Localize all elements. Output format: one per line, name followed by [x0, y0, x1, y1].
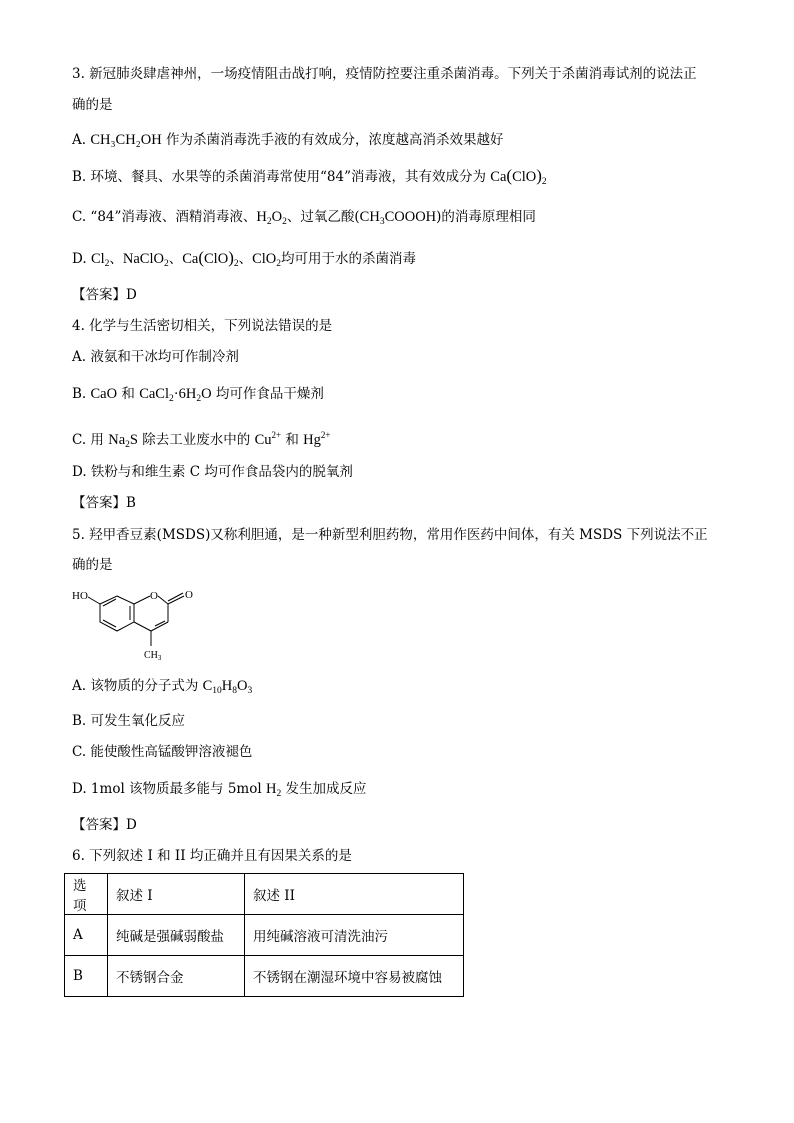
- q4-b-dot: ·6H: [173, 386, 197, 402]
- q3-d-naclo2: [123, 251, 169, 267]
- q3-c-prefix: C. “84”消毒液、酒精消毒液、: [72, 209, 257, 225]
- table-header-cell: 叙述 II: [245, 874, 464, 915]
- q5-d-h: H: [265, 781, 277, 797]
- q3-a-text: 作为杀菌消毒洗手液的有效成分，浓度越高消杀效果越好: [161, 132, 504, 148]
- q4-b-h-sub: 2: [196, 394, 202, 404]
- table-cell: A: [65, 915, 108, 956]
- q3-option-b: [72, 166, 547, 192]
- q3-d-caclo2: $Ca(ClO)_2$: [182, 248, 239, 269]
- struct-ho-label: HO: [72, 590, 88, 602]
- q3-d-clo2-b: [252, 251, 281, 267]
- q3-option-a: [72, 130, 503, 150]
- q3-c-o: O: [271, 209, 283, 225]
- q3-b-clo: ClO: [512, 169, 537, 185]
- struct-ch-sub: 3: [157, 654, 162, 662]
- q3-c-text: )的消毒原理相同: [436, 209, 536, 225]
- q4-c-cu-sup: 2+: [271, 430, 282, 440]
- q5-option-c: C. 能使酸性高锰酸钾溶液褪色: [72, 744, 253, 760]
- q3-d-cl-sub: 2: [104, 259, 110, 269]
- q3-option-c: [72, 207, 536, 232]
- q4-c-hg-sup: 2+: [320, 430, 331, 440]
- q3-c-h2o2: [256, 209, 286, 225]
- q5-a-prefix: A. 该物质的分子式为: [72, 678, 203, 694]
- q3-c-ch-sub: 3: [379, 217, 385, 227]
- q5-a-c: C: [202, 678, 213, 694]
- q5-stem-line2: 确的是: [72, 557, 113, 573]
- q3-d-cl2: [91, 251, 109, 267]
- struct-ring-o-label: O: [150, 590, 158, 602]
- q4-b-cacl-sub: 2: [169, 394, 174, 404]
- q3-d-cl: Cl: [90, 251, 105, 267]
- q4-b-prefix: B.: [72, 386, 91, 402]
- q3-option-d: [72, 248, 416, 274]
- q3-c-peracetic: [360, 209, 436, 225]
- q3-d-sep2: 、: [168, 251, 183, 267]
- coumarin-structure-diagram: [72, 586, 212, 664]
- q3-a-prefix: A.: [72, 132, 91, 148]
- q3-d-text: 均可用于水的杀菌消毒: [281, 251, 417, 267]
- q4-c-na-sub: 2: [125, 440, 130, 450]
- q4-b-o: O: [201, 386, 212, 402]
- q4-b-cacl: CaCl: [139, 386, 170, 402]
- q5-stem-line1: 5. 羟甲香豆素(MSDS)又称利胆通，是一种新型利胆药物，常用作医药中间体，有关 MSDS 下列说法不正: [72, 527, 708, 543]
- q3-d-sep3: 、: [238, 251, 253, 267]
- q4-option-b: [72, 384, 324, 409]
- benzene-ring: [100, 596, 134, 631]
- q3-c-ch: CH: [359, 209, 380, 225]
- q4-b-and: 和: [117, 386, 140, 402]
- q4-c-hg-ion: [303, 432, 330, 448]
- q3-stem-line1: 3. 新冠肺炎肆虐神州，一场疫情阻击战打响，疫情防控要注重杀菌消毒。下列关于杀菌消毒试剂的说法正: [72, 66, 697, 82]
- q4-option-c: [72, 425, 330, 455]
- q3-c-o-sub: 2: [282, 217, 287, 227]
- q5-a-c-sub: 10: [212, 686, 222, 696]
- q4-option-a: A. 液氨和干冰均可作制冷剂: [72, 349, 239, 365]
- q5-a-h: H: [221, 678, 233, 694]
- q4-answer: 【答案】B: [72, 495, 136, 511]
- q4-stem: 4. 化学与生活密切相关，下列说法错误的是: [72, 318, 333, 334]
- q5-option-b: B. 可发生氧化反应: [72, 713, 186, 729]
- table-cell: 不锈钢合金: [108, 956, 245, 997]
- q4-option-d: D. 铁粉与和维生素 C 均可作食品袋内的脱氧剂: [72, 464, 353, 480]
- q6-table: [64, 873, 464, 997]
- q3-b-ca: Ca: [490, 169, 507, 185]
- q3-d-clo-b-sub: 2: [276, 259, 282, 269]
- table-header-row: [65, 874, 464, 915]
- q4-c-and: 和: [281, 432, 304, 448]
- q5-a-o: O: [237, 678, 248, 694]
- table-cell: B: [65, 956, 108, 997]
- q3-c-h: H: [256, 209, 267, 225]
- q3-d-sep1: 、: [109, 251, 123, 267]
- q5-d-h2: [266, 781, 281, 797]
- q4-c-mid: 除去工业废水中的: [137, 432, 255, 448]
- table-row: [65, 915, 464, 956]
- q3-c-mid: 、过氧乙酸(: [286, 209, 360, 225]
- q3-c-cooooh: COOOH: [384, 209, 437, 225]
- q3-d-clo-sub: 2: [233, 259, 239, 269]
- q4-c-na: Na: [108, 432, 126, 448]
- struct-keto-o-label: O: [185, 589, 193, 601]
- q4-c-prefix: C. 用: [72, 432, 109, 448]
- q3-d-ca: Ca: [182, 251, 199, 267]
- q5-d-prefix: D. 1mol 该物质最多能与 5mol: [72, 781, 266, 797]
- q4-b-hydrate: [139, 386, 211, 402]
- q5-answer: 【答案】D: [72, 817, 137, 833]
- q4-c-s: S: [129, 432, 138, 448]
- q3-answer: 【答案】D: [72, 287, 137, 303]
- q5-d-text: 发生加成反应: [281, 781, 367, 797]
- q4-b-text: 均可作食品干燥剂: [211, 386, 324, 402]
- struct-ch3-label: [144, 650, 162, 662]
- q3-a-formula: CH₃CH₂OH: [90, 132, 162, 148]
- table-cell: 不锈钢在潮湿环境中容易被腐蚀: [245, 956, 464, 997]
- struct-ch: CH: [144, 650, 158, 661]
- q5-a-o-sub: 3: [247, 686, 253, 696]
- table-cell: 纯碱是强碱弱酸盐: [108, 915, 245, 956]
- q3-c-h-sub: 2: [266, 217, 272, 227]
- q4-c-cu-ion: [255, 432, 282, 448]
- q5-option-a: [72, 676, 252, 701]
- q3-d-naclo: NaClO: [122, 251, 164, 267]
- table-header-cell: 叙述 I: [108, 874, 245, 915]
- q4-c-cu: Cu: [254, 432, 272, 448]
- q5-d-h-sub: 2: [276, 789, 282, 799]
- q4-c-hg: Hg: [303, 432, 321, 448]
- q4-c-na2s: [108, 432, 138, 448]
- table-row: [65, 956, 464, 997]
- q4-b-cao: CaO: [90, 386, 118, 402]
- table-cell: 用纯碱溶液可清洗油污: [245, 915, 464, 956]
- q3-d-naclo-sub: 2: [163, 259, 169, 269]
- q3-b-text: B. 环境、餐具、水果等的杀菌消毒常使用“84”消毒液，其有效成分为: [72, 169, 486, 185]
- q5-option-d: [72, 779, 367, 804]
- q5-a-formula: [203, 678, 253, 694]
- q5-a-h-sub: 8: [232, 686, 238, 696]
- table-header-cell: 选项: [65, 874, 108, 915]
- q6-stem: 6. 下列叙述 I 和 II 均正确并且有因果关系的是: [72, 848, 352, 864]
- q3-d-clo-b: ClO: [252, 251, 277, 267]
- q3-b-formula: $Ca(ClO)_2$: [490, 166, 547, 187]
- q3-b-sub: 2: [541, 177, 547, 187]
- q3-d-clo: ClO: [204, 251, 229, 267]
- q3-stem-line2: 确的是: [72, 97, 113, 113]
- q3-d-prefix: D.: [72, 251, 91, 267]
